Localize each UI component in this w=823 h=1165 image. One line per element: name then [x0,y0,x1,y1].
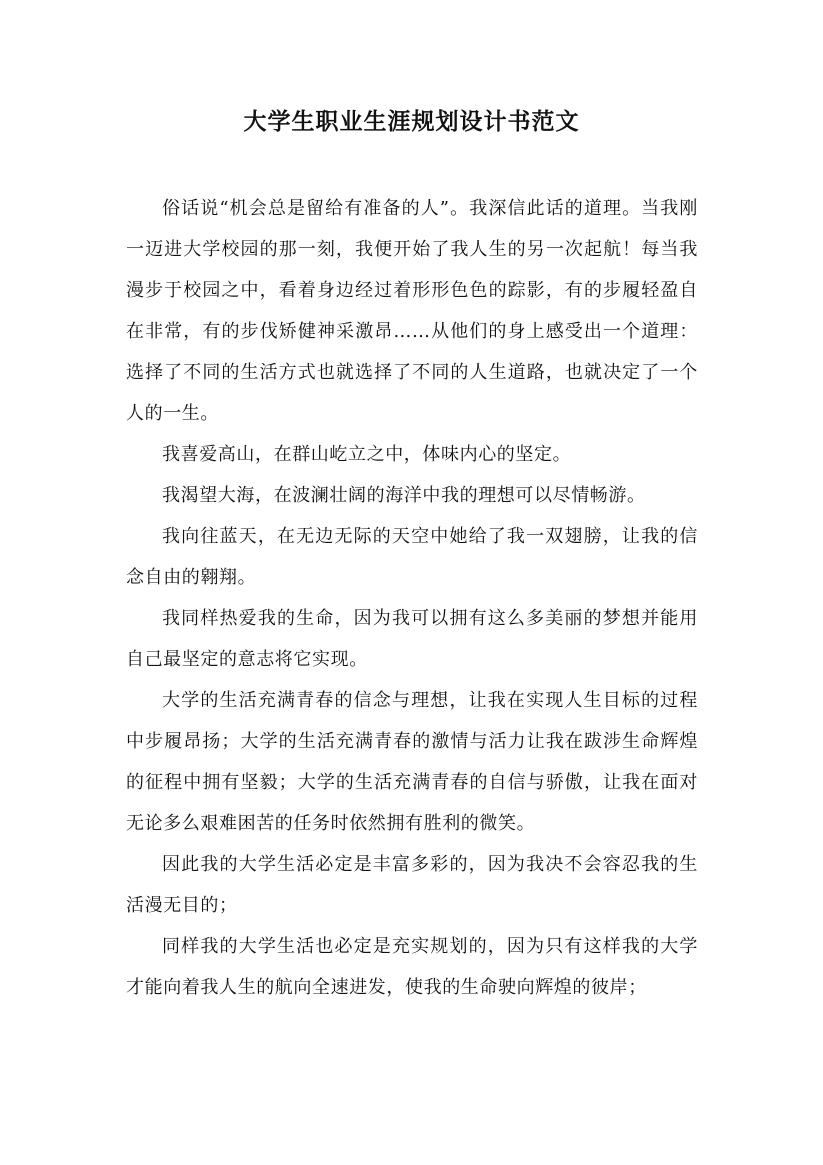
paragraph-1: 俗话说“机会总是留给有准备的人”。我深信此话的道理。当我刚一迈进大学校园的那一刻，我便开始了我人生的另一次起航！每当我漫步于校园之中，看着身边经过着形形色色的踪影，有的步履轻盈自在非常，有的步伐矫健神采激昂……从他们的身上感受出一个道理：选择了不同的生活方式也就选择了不同的人生道路，也就决定了一个人的一生。 [126,198,698,424]
document-title: 大学生职业生涯规划设计书范文 [243,108,580,135]
paragraph-4: 我向往蓝天，在无边无际的天空中她给了我一双翅膀，让我的信念自由的翱翔。 [126,526,698,588]
paragraph-8: 同样我的大学生活也必定是充实规划的，因为只有这样我的大学才能向着我人生的航向全速进发，使我的生命驶向辉煌的彼岸； [126,936,698,998]
paragraph-7: 因此我的大学生活必定是丰富多彩的，因为我决不会容忍我的生活漫无目的； [126,854,698,916]
document-body [126,188,698,1008]
paragraph-2: 我喜爱高山，在群山屹立之中，体味内心的坚定。 [162,444,572,465]
paragraph-3: 我渴望大海，在波澜壮阔的海洋中我的理想可以尽情畅游。 [162,485,646,506]
paragraph-5: 我同样热爱我的生命，因为我可以拥有这么多美丽的梦想并能用自己最坚定的意志将它实现。 [126,608,698,670]
paragraph-6: 大学的生活充满青春的信念与理想，让我在实现人生目标的过程中步履昂扬；大学的生活充满青春的激情与活力让我在跋涉生命辉煌的征程中拥有坚毅；大学的生活充满青春的自信与骄傲，让我在面对无论多么艰难困苦的任务时依然拥有胜利的微笑。 [126,690,698,834]
